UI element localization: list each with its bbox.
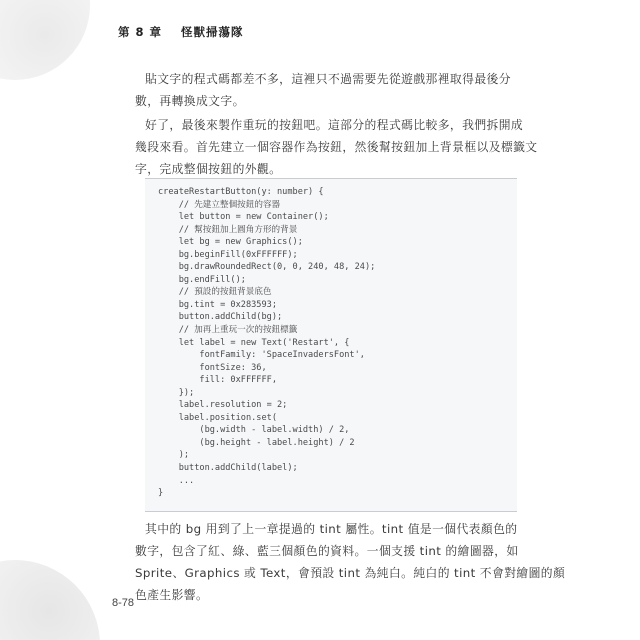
paragraph-2 bbox=[135, 114, 538, 180]
code-line: label.position.set( bbox=[158, 412, 277, 423]
page-number: 8-78 bbox=[112, 597, 135, 609]
paragraph-line: 數，再轉換成文字。 bbox=[135, 94, 245, 108]
code-line: label.resolution = 2; bbox=[158, 400, 288, 411]
code-line: let label = new Text('Restart', { bbox=[158, 337, 350, 348]
code-line: ); bbox=[158, 450, 190, 461]
paragraph-line: 好了，最後來製作重玩的按鈕吧。這部分的程式碼比較多，我們拆開成 bbox=[145, 118, 524, 132]
code-line: // 加再上重玩一次的按鈕標籤 bbox=[158, 325, 298, 336]
code-line: bg.endFill(); bbox=[158, 274, 246, 285]
code-line: fontFamily: 'SpaceInvadersFont', bbox=[158, 350, 365, 361]
decorative-circle-bottom bbox=[0, 560, 100, 640]
code-line: // 先建立整個按鈕的容器 bbox=[158, 199, 281, 210]
code-line: }); bbox=[158, 387, 195, 398]
paragraph-line: 貼文字的程式碼都差不多，這裡只不過需要先從遊戲那裡取得最後分 bbox=[145, 72, 511, 86]
code-line: fontSize: 36, bbox=[158, 362, 267, 373]
paragraph-1 bbox=[135, 68, 517, 112]
paragraph-line: 其中的 bg 用到了上一章提過的 tint 屬性。tint 值是一個代表顏色的 bbox=[145, 522, 518, 536]
code-line: createRestartButton(y: number) { bbox=[158, 187, 324, 197]
code-block bbox=[158, 186, 375, 500]
code-line: (bg.width - label.width) / 2, bbox=[158, 425, 350, 436]
code-line: ... bbox=[158, 475, 195, 486]
code-line: let button = new Container(); bbox=[158, 212, 329, 223]
code-line: button.addChild(bg); bbox=[158, 312, 283, 323]
code-line: button.addChild(label); bbox=[158, 463, 298, 474]
paragraph-line: Sprite、Graphics 或 Text，會預設 tint 為純白。純白的 tint 不會對繪圖的顏 bbox=[135, 566, 566, 580]
code-line: bg.beginFill(0xFFFFFF); bbox=[158, 249, 298, 260]
code-line: // 幫按鈕加上圓角方形的背景 bbox=[158, 224, 298, 235]
code-line: let bg = new Graphics(); bbox=[158, 237, 303, 248]
code-line: (bg.height - label.height) / 2 bbox=[158, 437, 355, 448]
chapter-header bbox=[118, 24, 258, 40]
code-line: fill: 0xFFFFFF, bbox=[158, 375, 277, 386]
paragraph-line: 字，完成整個按鈕的外觀。 bbox=[135, 162, 282, 176]
paragraph-line: 幾段來看。首先建立一個容器作為按鈕，然後幫按鈕加上背景框以及標籤文 bbox=[135, 140, 538, 154]
decorative-circle-top bbox=[0, 0, 90, 80]
code-line: } bbox=[158, 488, 164, 499]
chapter-title: 怪獸掃蕩隊 bbox=[181, 25, 244, 39]
paragraph-3 bbox=[135, 518, 566, 606]
chapter-number: 第 8 章 bbox=[118, 25, 163, 39]
code-line: // 預設的按鈕背景底色 bbox=[158, 287, 272, 298]
paragraph-line: 色產生影響。 bbox=[135, 588, 209, 602]
paragraph-line: 數字，包含了紅、綠、藍三個顏色的資料。一個支援 tint 的繪圖器，如 bbox=[135, 544, 519, 558]
code-line: bg.tint = 0x283593; bbox=[158, 299, 277, 310]
code-line: bg.drawRoundedRect(0, 0, 240, 48, 24); bbox=[158, 262, 376, 273]
